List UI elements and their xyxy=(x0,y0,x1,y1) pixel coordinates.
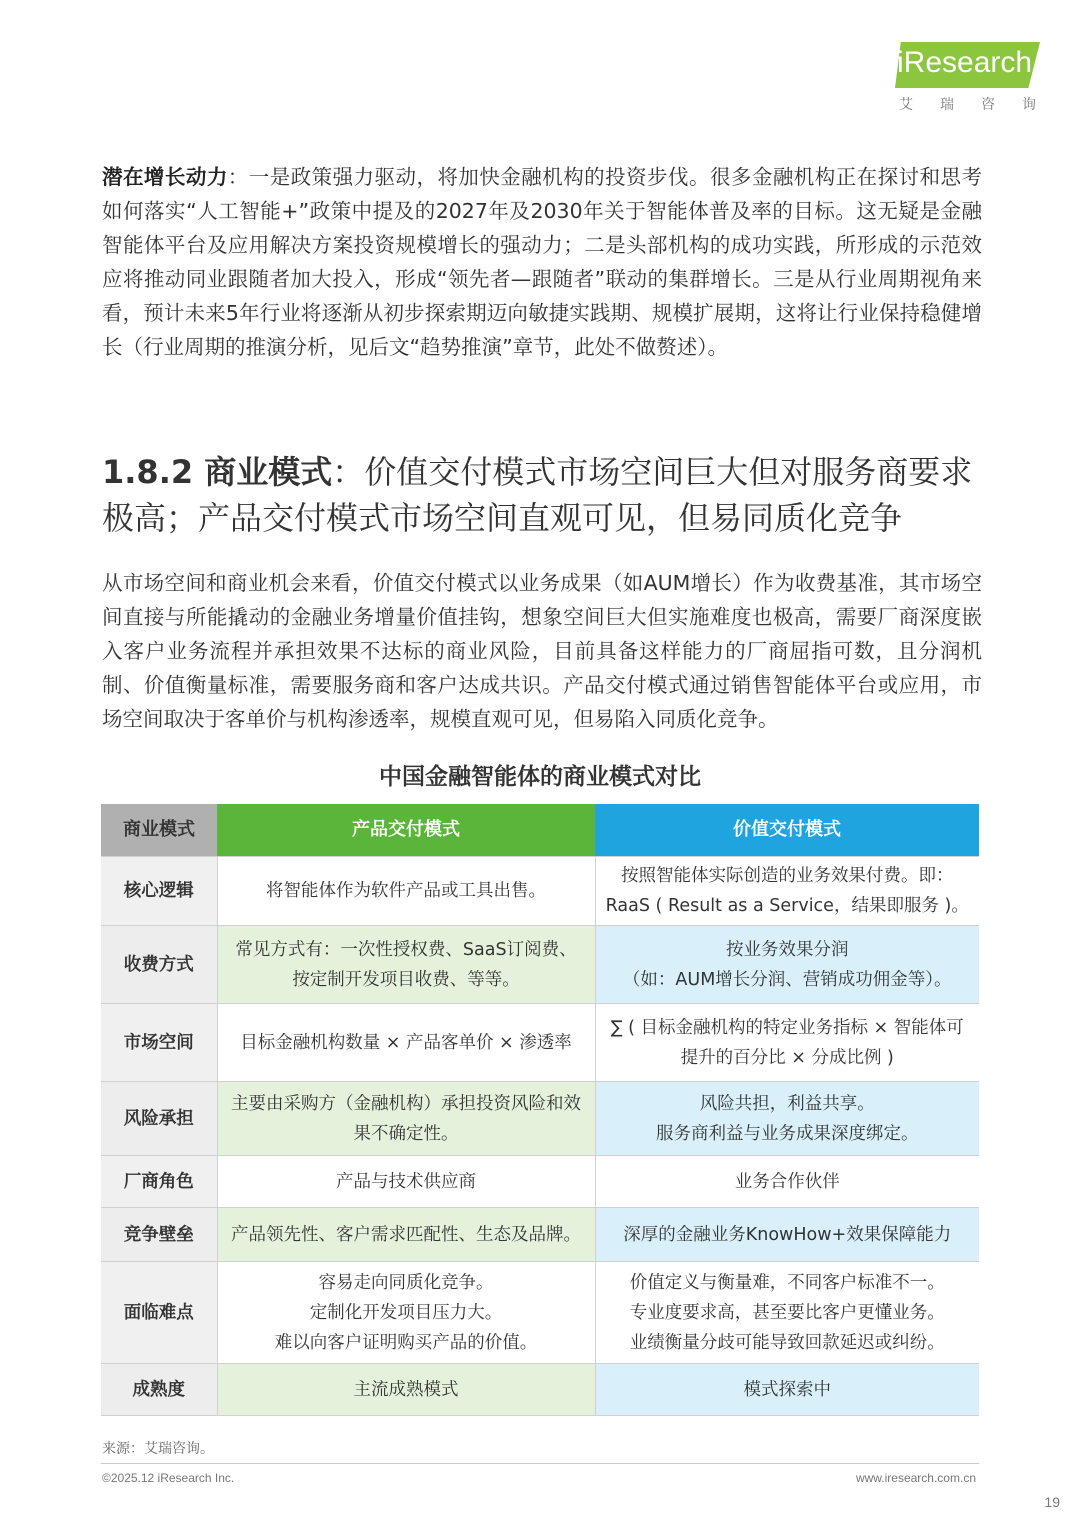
table-row xyxy=(101,1208,979,1262)
table-row xyxy=(101,926,979,1004)
row-label: 核心逻辑 xyxy=(101,857,217,926)
cell-line: 目标金融机构数量 × 产品客单价 × 渗透率 xyxy=(240,1032,572,1053)
row-label: 收费方式 xyxy=(101,926,217,1004)
growth-lead: 潜在增长动力 xyxy=(102,165,228,189)
value-delivery-cell xyxy=(595,1004,979,1082)
row-label: 成熟度 xyxy=(101,1364,217,1416)
cell-line: 提升的百分比 × 分成比例 ) xyxy=(680,1047,894,1068)
product-delivery-cell xyxy=(217,1156,595,1208)
row-label: 风险承担 xyxy=(101,1082,217,1156)
cell-line: 模式探索中 xyxy=(743,1379,831,1400)
row-label: 竞争壁垒 xyxy=(101,1208,217,1262)
table-header-row xyxy=(101,804,979,857)
value-delivery-cell xyxy=(595,1082,979,1156)
cell-line: 按定制开发项目收费、等等。 xyxy=(292,969,520,990)
value-delivery-cell xyxy=(595,1364,979,1416)
value-delivery-cell xyxy=(595,1156,979,1208)
section-number: 1.8.2 商业模式 xyxy=(102,453,333,491)
cell-line: 风险共担，利益共享。 xyxy=(699,1093,875,1114)
product-delivery-cell xyxy=(217,857,595,926)
comparison-table xyxy=(101,804,979,1416)
cell-line: 容易走向同质化竞争。 xyxy=(318,1272,494,1293)
cell-line: ∑ ( 目标金融机构的特定业务指标 × 智能体可 xyxy=(610,1017,964,1038)
header-model: 商业模式 xyxy=(101,804,217,857)
cell-line: 难以向客户证明购买产品的价值。 xyxy=(274,1332,538,1353)
cell-line: 价值定义与衡量难，不同客户标准不一。 xyxy=(629,1272,945,1293)
cell-line: 服务商利益与业务成果深度绑定。 xyxy=(656,1123,919,1144)
cell-line: 主流成熟模式 xyxy=(353,1379,459,1400)
growth-body: ：一是政策强力驱动，将加快金融机构的投资步伐。很多金融机构正在探讨和思考如何落实“人工智能+”政策中提及的2027年及2030年关于智能体普及率的目标。这无疑是金融智能体平台及应用解决方案投资规模增长的强动力；二是头部机构的成功实践，所形成的示范效应将推动同业跟随者加大投入，形成“领先者—跟随者”联动的集群增长。三是从行业周期视角来看，预计未来5年行业将逐渐从初步探索期迈向敏捷实践期、规模扩展期，这将让行业保持稳健增长（行业周期的推演分析，见后文“趋势推演”章节，此处不做赘述）。 xyxy=(102,165,982,359)
value-delivery-cell xyxy=(595,1262,979,1364)
page-number: 19 xyxy=(1044,1494,1060,1510)
row-label: 市场空间 xyxy=(101,1004,217,1082)
cell-line: 业务合作伙伴 xyxy=(734,1171,840,1192)
logo-text: iResearch xyxy=(897,46,1033,79)
cell-line: 按业务效果分润 xyxy=(726,939,849,960)
value-delivery-cell xyxy=(595,857,979,926)
table-row xyxy=(101,857,979,926)
cell-line: 产品与技术供应商 xyxy=(336,1171,476,1192)
table-row xyxy=(101,1262,979,1364)
growth-paragraph xyxy=(102,160,982,364)
header-product-delivery: 产品交付模式 xyxy=(217,804,595,857)
table-row xyxy=(101,1004,979,1082)
product-delivery-cell xyxy=(217,1364,595,1416)
cell-line: 产品领先性、客户需求匹配性、生态及品牌。 xyxy=(231,1224,581,1245)
section-heading xyxy=(102,449,1002,541)
cell-line: 深厚的金融业务KnowHow+效果保障能力 xyxy=(623,1224,952,1245)
cell-line: 业绩衡量分歧可能导致回款延迟或纠纷。 xyxy=(629,1332,945,1353)
cell-line: 按照智能体实际创造的业务效果付费。即： xyxy=(621,866,954,886)
cell-line: 定制化开发项目压力大。 xyxy=(309,1302,503,1323)
cell-line: （如：AUM增长分润、营销成功佣金等）。 xyxy=(622,969,952,990)
cell-line: 常见方式有：一次性授权费、SaaS订阅费、 xyxy=(235,939,577,960)
value-delivery-cell xyxy=(595,926,979,1004)
header-value-delivery: 价值交付模式 xyxy=(595,804,979,857)
product-delivery-cell xyxy=(217,1004,595,1082)
source-note: 来源：艾瑞咨询。 xyxy=(102,1441,214,1457)
row-label: 厂商角色 xyxy=(101,1156,217,1208)
row-label: 面临难点 xyxy=(101,1262,217,1364)
cell-line: 专业度要求高，甚至要比客户更懂业务。 xyxy=(629,1302,945,1323)
copyright: ©2025.12 iResearch Inc. xyxy=(102,1471,235,1485)
cell-line: 果不确定性。 xyxy=(353,1123,459,1144)
product-delivery-cell xyxy=(217,1262,595,1364)
cell-line: 主要由采购方（金融机构）承担投资风险和效 xyxy=(231,1093,581,1114)
website: www.iresearch.com.cn xyxy=(855,1471,976,1485)
table-row xyxy=(101,1082,979,1156)
product-delivery-cell xyxy=(217,926,595,1004)
cell-line: RaaS ( Result as a Service，结果即服务 )。 xyxy=(605,896,969,916)
iresearch-logo xyxy=(895,42,1063,117)
business-model-paragraph: 从市场空间和商业机会来看，价值交付模式以业务成果（如AUM增长）作为收费基准，其市场空间直接与所能撬动的金融业务增量价值挂钩，想象空间巨大但实施难度也极高，需要厂商深度嵌入客户业务流程并承担效果不达标的商业风险，目前具备这样能力的厂商屈指可数，且分润机制、价值衡量标准，需要服务商和客户达成共识。产品交付模式通过销售智能体平台或应用，市场空间取决于客单价与机构渗透率，规模直观可见，但易陷入同质化竞争。 xyxy=(102,571,982,731)
footer-divider xyxy=(101,1463,979,1464)
table-row xyxy=(101,1364,979,1416)
section-heading-text: ：价值交付模式市场空间巨大但对服务商要求极高；产品交付模式市场空间直观可见，但易同质化竞争 xyxy=(102,453,973,537)
table-title: 中国金融智能体的商业模式对比 xyxy=(379,764,701,790)
product-delivery-cell xyxy=(217,1208,595,1262)
table-row xyxy=(101,1156,979,1208)
cell-line: 将智能体作为软件产品或工具出售。 xyxy=(266,881,546,901)
logo-subtitle: 艾瑞咨询 xyxy=(899,97,1063,113)
value-delivery-cell xyxy=(595,1208,979,1262)
product-delivery-cell xyxy=(217,1082,595,1156)
